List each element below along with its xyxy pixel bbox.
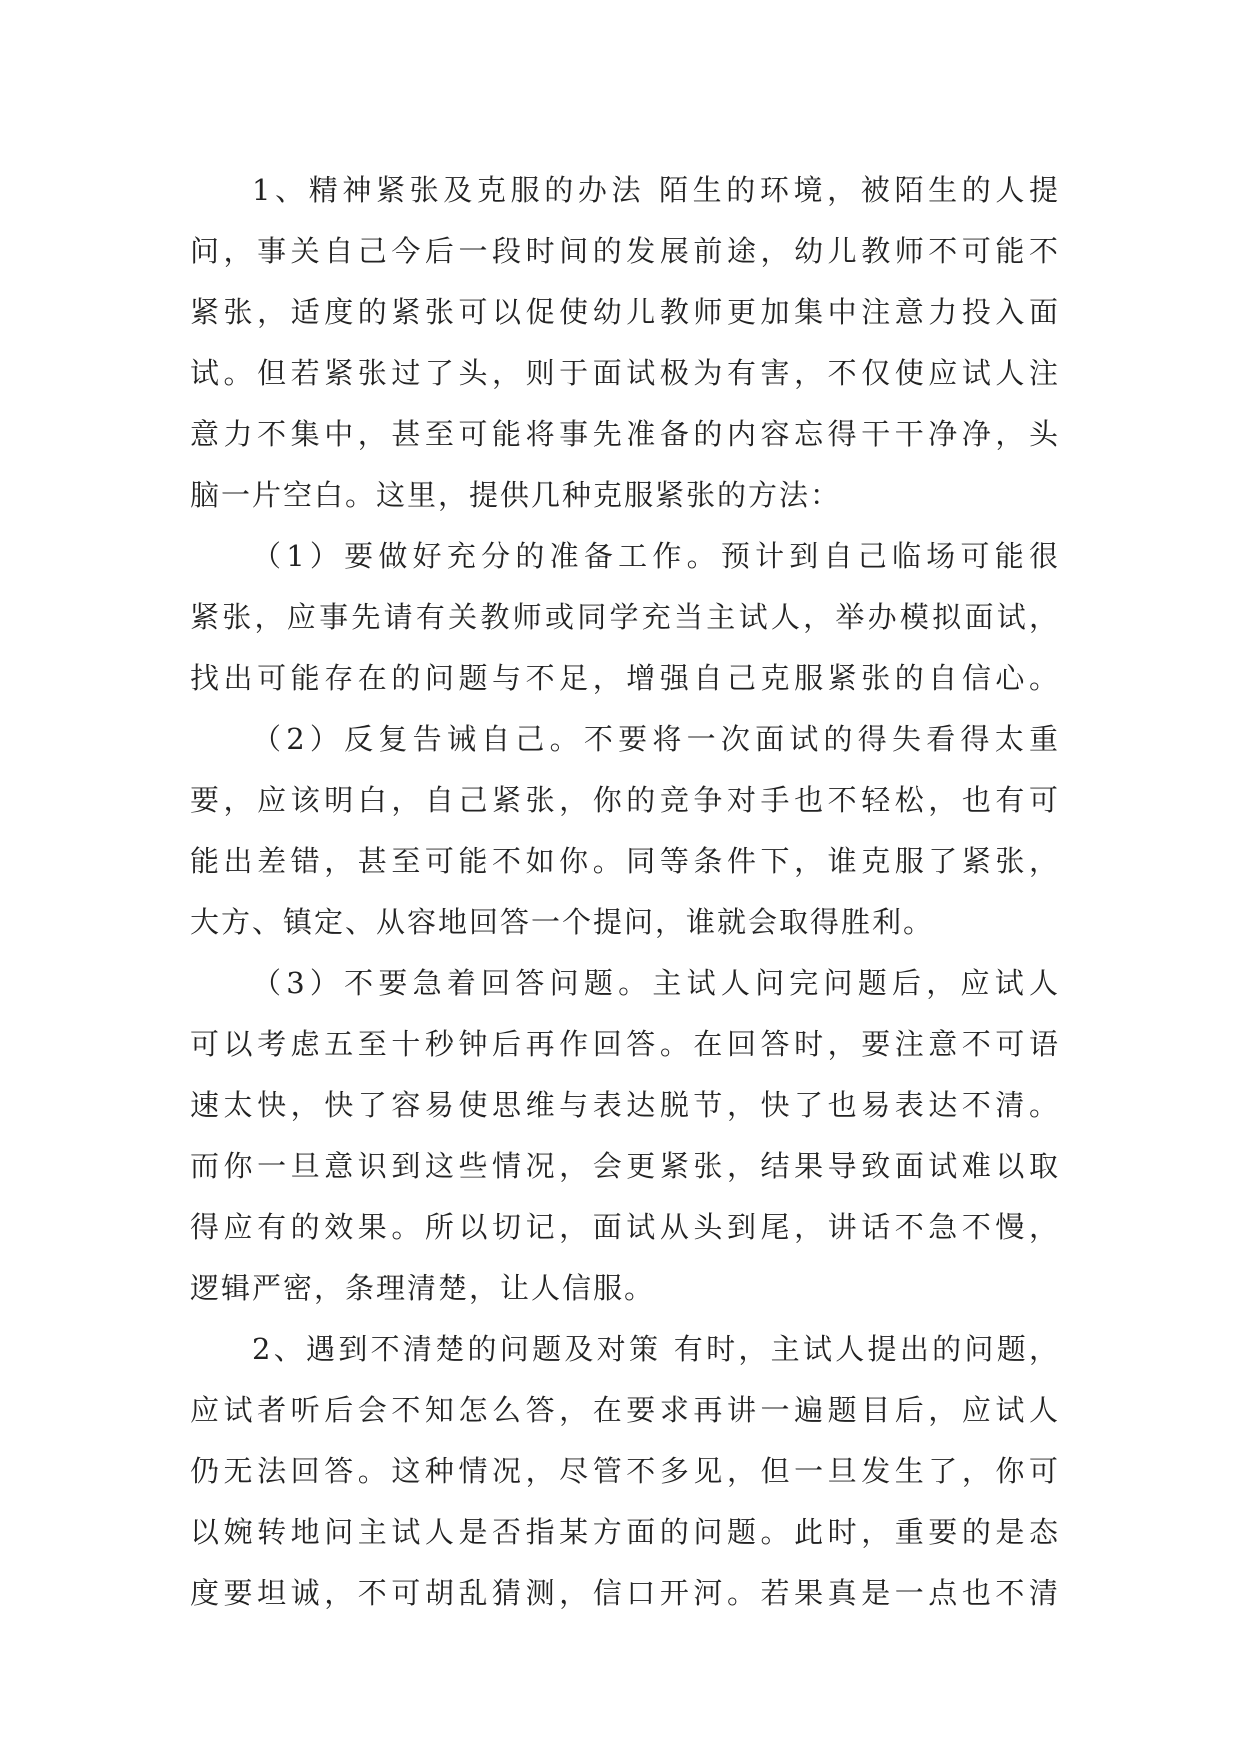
text-line: （2）反复告诫自己。不要将一次面试的得失看得太重	[252, 722, 1060, 756]
text-line: 度要坦诚，不可胡乱猜测，信口开河。若果真是一点也不清	[190, 1576, 1060, 1610]
text-line: 问，事关自己今后一段时间的发展前途，幼儿教师不可能不	[190, 234, 1060, 268]
text-line: 而你一旦意识到这些情况，会更紧张，结果导致面试难以取	[190, 1149, 1060, 1183]
text-line: 脑一片空白。这里，提供几种克服紧张的方法：	[190, 478, 842, 512]
text-line: 要，应该明白，自己紧张，你的竞争对手也不轻松，也有可	[190, 783, 1060, 817]
text-line: 大方、镇定、从容地回答一个提问，谁就会取得胜利。	[190, 905, 935, 939]
text-line: 紧张，应事先请有关教师或同学充当主试人，举办模拟面试，	[190, 600, 1060, 634]
text-line: （3）不要急着回答问题。主试人问完问题后，应试人	[252, 966, 1060, 1000]
text-line: 应试者听后会不知怎么答，在要求再讲一遍题目后，应试人	[190, 1393, 1060, 1427]
text-line: 逻辑严密，条理清楚，让人信服。	[190, 1271, 656, 1305]
text-line: 1、精神紧张及克服的办法 陌生的环境，被陌生的人提	[252, 173, 1060, 207]
text-line: 能出差错，甚至可能不如你。同等条件下，谁克服了紧张，	[190, 844, 1060, 878]
text-line: 紧张，适度的紧张可以促使幼儿教师更加集中注意力投入面	[190, 295, 1060, 329]
text-line: 速太快，快了容易使思维与表达脱节，快了也易表达不清。	[190, 1088, 1060, 1122]
text-line: 得应有的效果。所以切记，面试从头到尾，讲话不急不慢，	[190, 1210, 1060, 1244]
text-line: 仍无法回答。这种情况，尽管不多见，但一旦发生了，你可	[190, 1454, 1060, 1488]
document-body	[190, 160, 1060, 1624]
text-line: （1）要做好充分的准备工作。预计到自己临场可能很	[252, 539, 1060, 573]
text-line: 找出可能存在的问题与不足，增强自己克服紧张的自信心。	[190, 661, 1060, 695]
text-line: 试。但若紧张过了头，则于面试极为有害，不仅使应试人注	[190, 356, 1060, 390]
text-line: 意力不集中，甚至可能将事先准备的内容忘得干干净净，头	[190, 417, 1060, 451]
text-line: 2、遇到不清楚的问题及对策 有时，主试人提出的问题，	[252, 1332, 1060, 1366]
text-line: 以婉转地问主试人是否指某方面的问题。此时，重要的是态	[190, 1515, 1060, 1549]
text-line: 可以考虑五至十秒钟后再作回答。在回答时，要注意不可语	[190, 1027, 1060, 1061]
